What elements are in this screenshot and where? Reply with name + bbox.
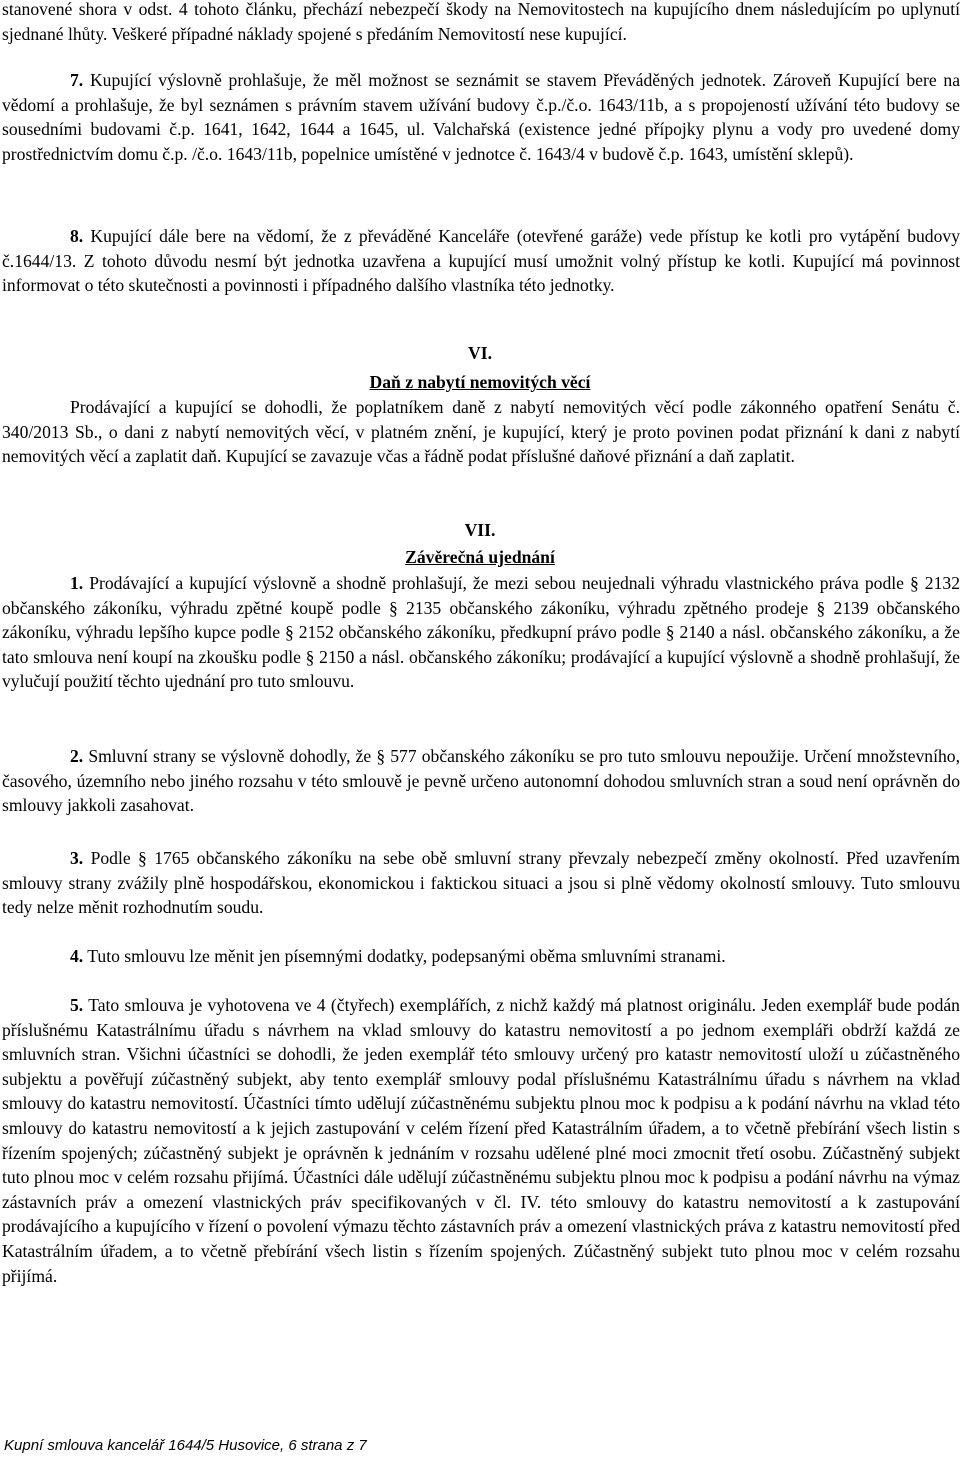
- page-footer: Kupní smlouva kancelář 1644/5 Husovice, 6 strana z 7: [4, 1437, 367, 1454]
- clause-text: Prodávající a kupující výslovně a shodně prohlašují, že mezi sebou neujednali výhradu vlastnického práva podle § 2132 občanského zákoníku, výhradu zpětné koupě podle § 2135 občanského zákoníku, výhradu zpětného prodeje § 2139 občanského zákoníku, výhradu lepšího kupce podle § 2152 občanského zákoníku, předkupní právo podle § 2140 a násl. občanského zákoníku, a že tato smlouva není koupí na zkoušku podle § 2150 a násl. občanského zákoníku; prodávající a kupující výslovně a shodně prohlašují, že vylučují použití těchto ujednání pro tuto smlouvu.: [2, 573, 960, 692]
- clause-text: Tato smlouva je vyhotovena ve 4 (čtyřech) exemplářích, z nichž každý má platnost originálu. Jeden exemplář bude podán příslušnému Katastrálnímu úřadu s návrhem na vklad smlouvy do katastru nemovitostí a po jednom exempláři obdrží každá ze smluvních stran. Všichni účastníci se dohodli, že jeden exemplář této smlouvy určený pro katastr nemovitostí uloží u zúčastněného subjektu a pověřují zúčastněný subjekt, aby tento exemplář smlouvy podal příslušnému Katastrálnímu úřadu s návrhem na vklad smlouvy do katastru nemovitostí. Účastníci tímto udělují zúčastněnému subjektu plnou moc k podpisu a k podání návrhu na vklad této smlouvy do katastru nemovitostí a k jejich zastupování v celém řízení před Katastrálním úřadem, a to včetně přebírání všech listin s řízením spojených; zúčastněný subjekt je oprávněn k jednáním v rozsahu udělené plné moci zmocnit třetí osobu. Zúčastněný subjekt tuto plnou moc v celém rozsahu přijímá. Účastníci dále udělují zúčastněnému subjektu plnou moc k podpisu a podání návrhu na výmaz zástavních práv a omezení vlastnických práv specifikovaných v čl. IV. této smlouvy do katastru nemovitostí a k zastupování prodávajícího a kupujícího v řízení o povolení výmazu těchto zástavních práv a omezení vlastnických práva z katastru nemovitostí před Katastrálním úřadem, a to včetně přebírání všech listin s řízením spojených. Zúčastněný subjekt tuto plnou moc v celém rozsahu přijímá.: [2, 995, 960, 1286]
- paragraph-8: [2, 224, 960, 298]
- paragraph-text: Kupující dále bere na vědomí, že z převáděné Kanceláře (otevřené garáže) vede přístup ke kotli pro vytápění budovy č.1644/13. Z tohoto důvodu nesmí být jednotka uzavřena a kupující musí umožnit volný přístup ke kotli. Kupující má povinnost informovat o této skutečnosti a povinnosti i případného dalšího vlastníka této jednotky.: [2, 226, 960, 296]
- paragraph-7: [2, 68, 960, 166]
- clause-text: Tuto smlouvu lze měnit jen písemnými dodatky, podepsanými oběma smluvními stranami.: [87, 946, 726, 966]
- paragraph-text: Prodávající a kupující se dohodli, že poplatníkem daně z nabytí nemovitých věcí podle zákonného opatření Senátu č. 340/2013 Sb., o dani z nabytí nemovitých věcí, v platném znění, je kupující, který je proto povinen podat přiznání k dani z nabytí nemovitých věcí a zaplatit daň. Kupující se zavazuje včas a řádně podat příslušné daňové přiznání a daň zaplatit.: [2, 397, 960, 467]
- clause-4: [2, 944, 960, 969]
- paragraph-text: Kupující výslovně prohlašuje, že měl možnost se seznámit se stavem Převáděných jednotek. Zároveň Kupující bere na vědomí a prohlašuje, že byl seznámen s právním stavem užívání budovy č.p./č.o. 1643/11b, a s propojeností užívání této budovy se sousedními budovami č.p. 1641, 1642, 1644 a 1645, ul. Valchařská (existence jedné přípojky plynu a vody pro uvedené domy prostřednictvím domu č.p. /č.o. 1643/11b, popelnice umístěné v jednotce č. 1643/4 v budově č.p. 1643, umístění sklepů).: [2, 70, 960, 164]
- clause-number: 5.: [70, 995, 84, 1015]
- paragraph-tax: [2, 395, 960, 469]
- paragraph-number: 8.: [70, 226, 84, 246]
- clause-3: [2, 846, 960, 920]
- clause-text: Smluvní strany se výslovně dohodly, že § 577 občanského zákoníku se pro tuto smlouvu nepoužije. Určení množstevního, časového, územního nebo jiného rozsahu v této smlouvě je pevně určeno autonomní dohodou smluvních stran a soud není oprávněn do smlouvy jakkoli zasahovat.: [2, 746, 960, 816]
- section-title-vi: Daň z nabytí nemovitých věcí: [369, 372, 591, 392]
- clause-number: 1.: [70, 573, 84, 593]
- paragraph-number: 7.: [70, 70, 84, 90]
- clause-number: 2.: [70, 746, 84, 766]
- section-number-vi: VI.: [468, 343, 492, 363]
- section-number-vii: VII.: [464, 520, 496, 540]
- clause-number: 4.: [70, 946, 84, 966]
- clause-1: [2, 571, 960, 694]
- section-title-vii: Závěrečná ujednání: [405, 547, 555, 567]
- paragraph-text: stanovené shora v odst. 4 tohoto článku, přechází nebezpečí škody na Nemovitostech na kupujícího dnem následujícím po uplynutí sjednané lhůty. Veškeré případné náklady spojené s předáním Nemovitostí nese kupující.: [2, 0, 960, 44]
- clause-number: 3.: [70, 848, 84, 868]
- paragraph-continuation: [2, 0, 960, 46]
- clause-2: [2, 744, 960, 818]
- clause-5: [2, 993, 960, 1288]
- clause-text: Podle § 1765 občanského zákoníku na sebe obě smluvní strany převzaly nebezpečí změny okolností. Před uzavřením smlouvy strany zvážily plně hospodářskou, ekonomickou i faktickou situaci a jsou si plně vědomy okolností smlouvy. Tuto smlouvu tedy nelze měnit rozhodnutím soudu.: [2, 848, 960, 918]
